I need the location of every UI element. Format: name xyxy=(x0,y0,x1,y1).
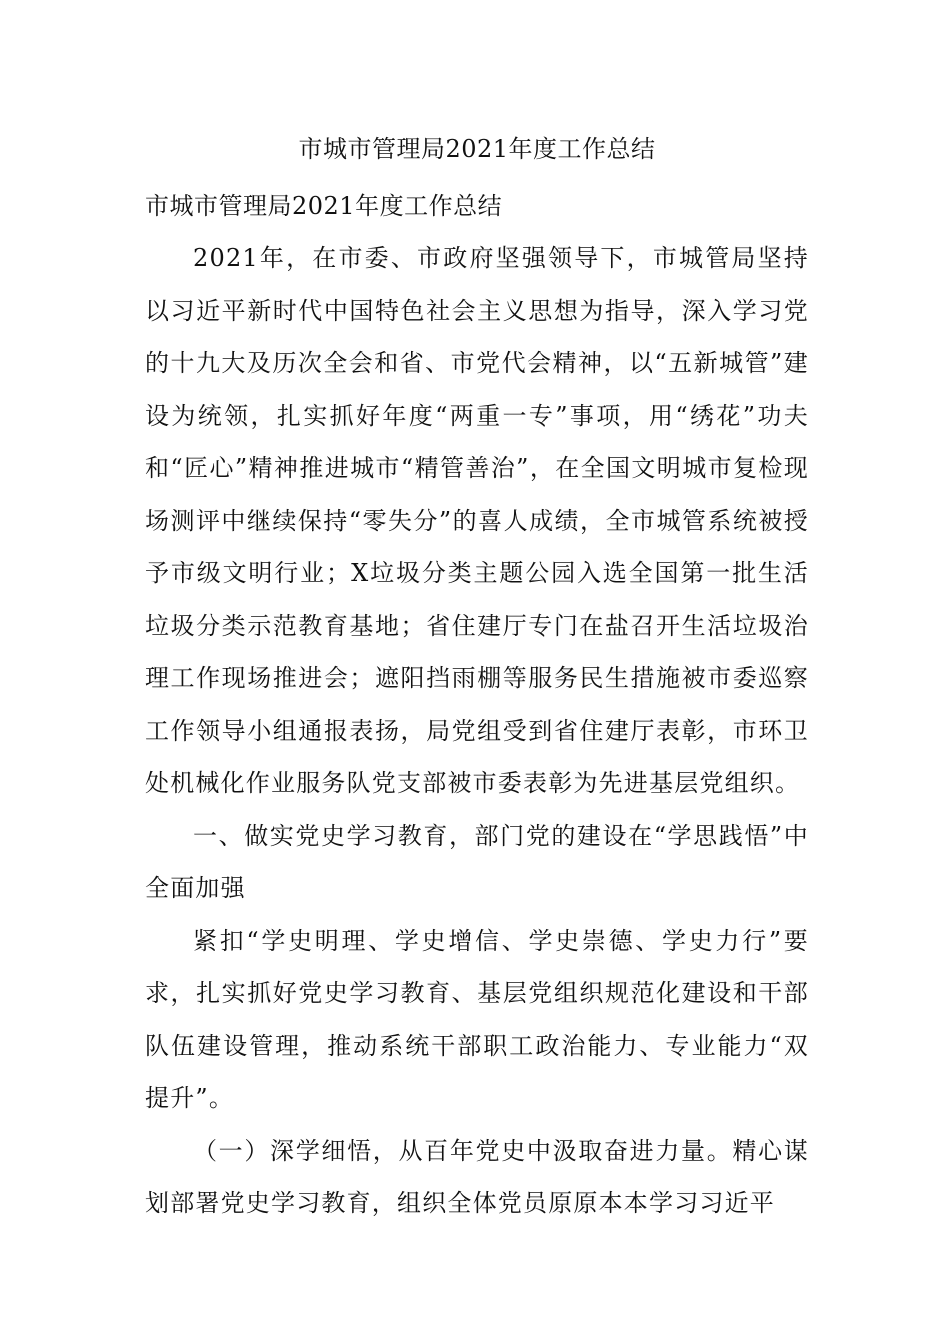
subsection-1-paragraph: （一）深学细悟，从百年党史中汲取奋进力量。精心谋划部署党史学习教育，组织全体党员原原本本学习习近平 xyxy=(145,1136,809,1217)
section-heading-1: 一、做实党史学习教育，部门党的建设在“学思践悟”中全面加强 xyxy=(145,821,809,902)
document-subtitle: 市城市管理局2021年度工作总结 xyxy=(145,192,503,220)
document-title: 市城市管理局2021年度工作总结 xyxy=(298,135,656,163)
document-page xyxy=(145,118,809,1230)
intro-paragraph: 2021年，在市委、市政府坚强领导下，市城管局坚持以习近平新时代中国特色社会主义思想为指导，深入学习党的十九大及历次全会和省、市党代会精神，以“五新城管”建设为统领，扎实抓好年度“两重一专”事项，用“绣花”功夫和“匠心”精神推进城市“精管善治”，在全国文明城市复检现场测评中继续保持“零失分”的喜人成绩，全市城管系统被授予市级文明行业；X垃圾分类主题公园入选全国第一批生活垃圾分类示范教育基地；省住建厅专门在盐召开生活垃圾治理工作现场推进会；遮阳挡雨棚等服务民生措施被市委巡察工作领导小组通报表扬，局党组受到省住建厅表彰，市环卫处机械化作业服务队党支部被市委表彰为先进基层党组织。 xyxy=(145,244,809,797)
section-1-paragraph: 紧扣“学史明理、学史增信、学史崇德、学史力行”要求，扎实抓好党史学习教育、基层党组织规范化建设和干部队伍建设管理，推动系统干部职工政治能力、专业能力“双提升”。 xyxy=(145,926,809,1112)
